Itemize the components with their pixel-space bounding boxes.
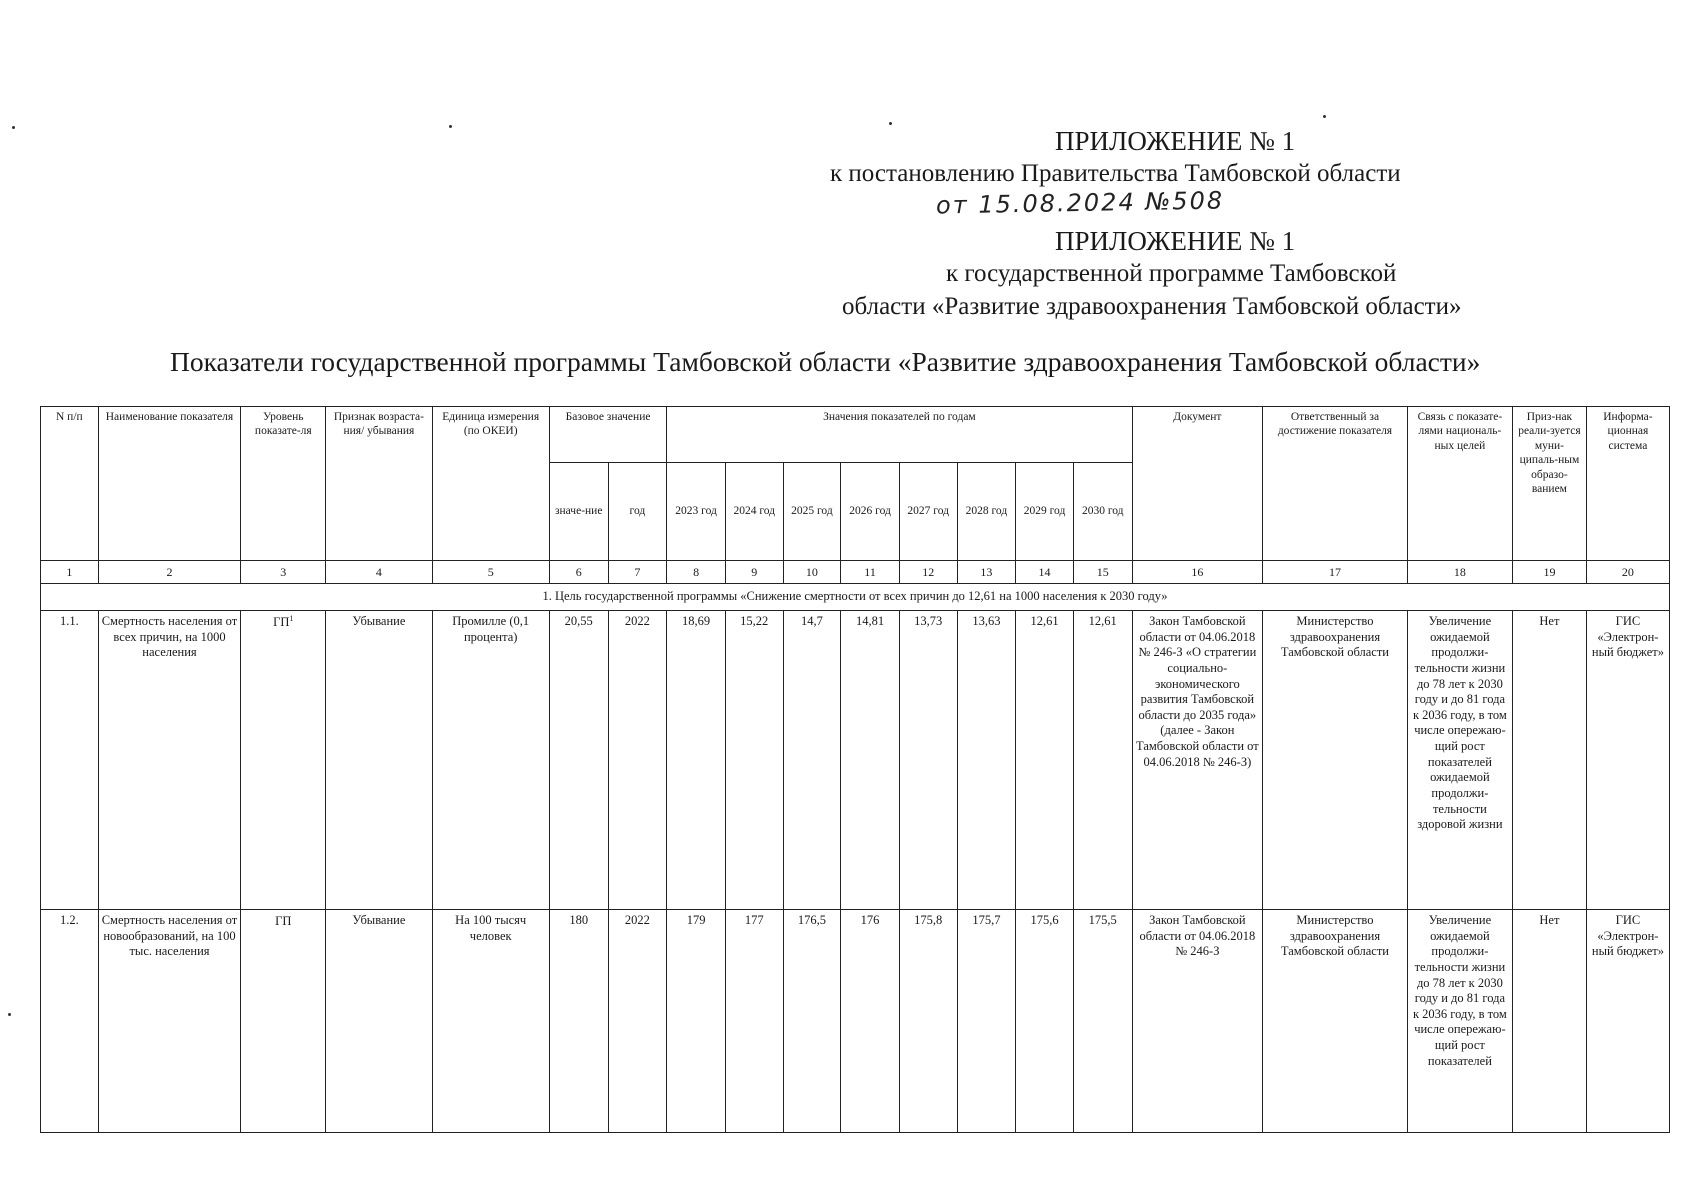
indicator-trend: Убывание bbox=[326, 910, 432, 1133]
column-number: 8 bbox=[667, 561, 726, 584]
municipal-flag: Нет bbox=[1513, 910, 1587, 1133]
document-ref: Закон Тамбовской области от 04.06.2018 № 246-З «О стратегии социально-экономического развития Тамбовской области до 2035 года» (далее - Закон Тамбовской области от 04.06.2018 № 246-З) bbox=[1132, 611, 1263, 910]
national-goals: Увеличение ожидаемой продолжи-тельности жизни до 78 лет к 2030 году и до 81 года к 2036 году, в том числе опережаю-щий рост показателей ожидаемой продолжи-тельности здоровой жизни bbox=[1407, 611, 1512, 910]
header-year: 2023 год bbox=[667, 463, 726, 561]
responsible: Министерство здравоохранения Тамбовской области bbox=[1263, 910, 1408, 1133]
header-responsible: Ответственный за достижение показателя bbox=[1263, 407, 1408, 561]
scan-speck bbox=[12, 126, 15, 129]
column-number: 1 bbox=[41, 561, 99, 584]
indicator-unit: На 100 тысяч человек bbox=[432, 910, 549, 1133]
column-number: 3 bbox=[241, 561, 326, 584]
appendix2-line2: области «Развитие здравоохранения Тамбовской области» bbox=[842, 293, 1462, 320]
year-value: 175,5 bbox=[1073, 910, 1132, 1133]
column-number: 6 bbox=[549, 561, 608, 584]
year-value: 176 bbox=[841, 910, 900, 1133]
header-unit: Единица измерения (по ОКЕИ) bbox=[432, 407, 549, 561]
column-number: 7 bbox=[608, 561, 667, 584]
column-number: 11 bbox=[841, 561, 900, 584]
header-info-system: Информа-ционная система bbox=[1586, 407, 1669, 561]
year-value: 13,63 bbox=[957, 611, 1016, 910]
indicator-name: Смертность населения от новообразований, на 100 тыс. населения bbox=[98, 910, 241, 1133]
column-number: 4 bbox=[326, 561, 432, 584]
header-trend: Признак возраста-ния/ убывания bbox=[326, 407, 432, 561]
year-value: 175,8 bbox=[899, 910, 957, 1133]
row-num: 1.1. bbox=[41, 611, 99, 910]
year-value: 176,5 bbox=[783, 910, 841, 1133]
indicator-trend: Убывание bbox=[326, 611, 432, 910]
header-values-by-year: Значения показателей по годам bbox=[667, 407, 1132, 463]
scan-speck bbox=[1323, 115, 1326, 118]
column-number: 9 bbox=[725, 561, 783, 584]
header-municipal: Приз-нак реали-зуется муни-ципаль-ным образо-ванием bbox=[1513, 407, 1587, 561]
header-base-year: год bbox=[608, 463, 667, 561]
header-year: 2024 год bbox=[725, 463, 783, 561]
footnote-mark: 1 bbox=[289, 614, 294, 623]
column-number: 18 bbox=[1407, 561, 1512, 584]
indicator-level: ГП bbox=[241, 910, 326, 1133]
base-year: 2022 bbox=[608, 611, 667, 910]
indicators-table bbox=[40, 406, 1670, 1133]
column-number: 2 bbox=[98, 561, 241, 584]
year-value: 15,22 bbox=[725, 611, 783, 910]
table-row bbox=[41, 611, 1670, 910]
year-value: 13,73 bbox=[899, 611, 957, 910]
header-year: 2029 год bbox=[1016, 463, 1074, 561]
info-system: ГИС «Электрон-ный бюджет» bbox=[1586, 910, 1669, 1133]
appendix2-line1: к государственной программе Тамбовской bbox=[946, 260, 1397, 287]
document-ref: Закон Тамбовской области от 04.06.2018 № 246-З bbox=[1132, 910, 1263, 1133]
column-number: 12 bbox=[899, 561, 957, 584]
appendix1-subtitle: к постановлению Правительства Тамбовской области bbox=[830, 160, 1401, 187]
appendix2-title: ПРИЛОЖЕНИЕ № 1 bbox=[1055, 226, 1296, 256]
base-value: 180 bbox=[549, 910, 608, 1133]
scan-speck bbox=[449, 125, 452, 128]
base-year: 2022 bbox=[608, 910, 667, 1133]
header-national-goals: Связь с показате-лями националь-ных целей bbox=[1407, 407, 1512, 561]
scan-speck bbox=[8, 1013, 11, 1016]
header-year: 2026 год bbox=[841, 463, 900, 561]
header-base: Базовое значение bbox=[549, 407, 666, 463]
appendix1-title: ПРИЛОЖЕНИЕ № 1 bbox=[1055, 126, 1296, 156]
year-value: 14,81 bbox=[841, 611, 900, 910]
year-value: 14,7 bbox=[783, 611, 841, 910]
column-number: 14 bbox=[1016, 561, 1074, 584]
header-year: 2025 год bbox=[783, 463, 841, 561]
column-number: 5 bbox=[432, 561, 549, 584]
column-numbers-row bbox=[41, 561, 1670, 584]
handwritten-date: от 15.08.2024 №508 bbox=[935, 186, 1225, 220]
header-base-value: значе-ние bbox=[549, 463, 608, 561]
column-number: 10 bbox=[783, 561, 841, 584]
indicator-unit: Промилле (0,1 процента) bbox=[432, 611, 549, 910]
year-value: 175,6 bbox=[1016, 910, 1074, 1133]
column-number: 20 bbox=[1586, 561, 1669, 584]
column-number: 16 bbox=[1132, 561, 1263, 584]
row-num: 1.2. bbox=[41, 910, 99, 1133]
national-goals: Увеличение ожидаемой продолжи-тельности жизни до 78 лет к 2030 году и до 81 года к 2036 году, в том числе опережаю-щий рост показателей bbox=[1407, 910, 1512, 1133]
responsible: Министерство здравоохранения Тамбовской области bbox=[1263, 611, 1408, 910]
column-number: 17 bbox=[1263, 561, 1408, 584]
base-value: 20,55 bbox=[549, 611, 608, 910]
header-name: Наименование показателя bbox=[98, 407, 241, 561]
header-num: N п/п bbox=[41, 407, 99, 561]
indicator-name: Смертность населения от всех причин, на 1000 населения bbox=[98, 611, 241, 910]
program-goal: 1. Цель государственной программы «Снижение смертности от всех причин до 12,61 на 1000 населения к 2030 году» bbox=[41, 584, 1670, 611]
header-level: Уровень показате-ля bbox=[241, 407, 326, 561]
year-value: 177 bbox=[725, 910, 783, 1133]
column-number: 13 bbox=[957, 561, 1016, 584]
year-value: 12,61 bbox=[1073, 611, 1132, 910]
document-title: Показатели государственной программы Тамбовской области «Развитие здравоохранения Тамбовской области» bbox=[170, 346, 1481, 377]
year-value: 175,7 bbox=[957, 910, 1016, 1133]
year-value: 179 bbox=[667, 910, 726, 1133]
header-year: 2030 год bbox=[1073, 463, 1132, 561]
info-system: ГИС «Электрон-ный бюджет» bbox=[1586, 611, 1669, 910]
year-value: 18,69 bbox=[667, 611, 726, 910]
column-number: 15 bbox=[1073, 561, 1132, 584]
scan-speck bbox=[889, 122, 892, 125]
header-year: 2028 год bbox=[957, 463, 1016, 561]
year-value: 12,61 bbox=[1016, 611, 1074, 910]
column-number: 19 bbox=[1513, 561, 1587, 584]
municipal-flag: Нет bbox=[1513, 611, 1587, 910]
header-document: Документ bbox=[1132, 407, 1263, 561]
table-row bbox=[41, 910, 1670, 1133]
header-year: 2027 год bbox=[899, 463, 957, 561]
indicator-level: $ГП^1$ bbox=[241, 611, 326, 910]
